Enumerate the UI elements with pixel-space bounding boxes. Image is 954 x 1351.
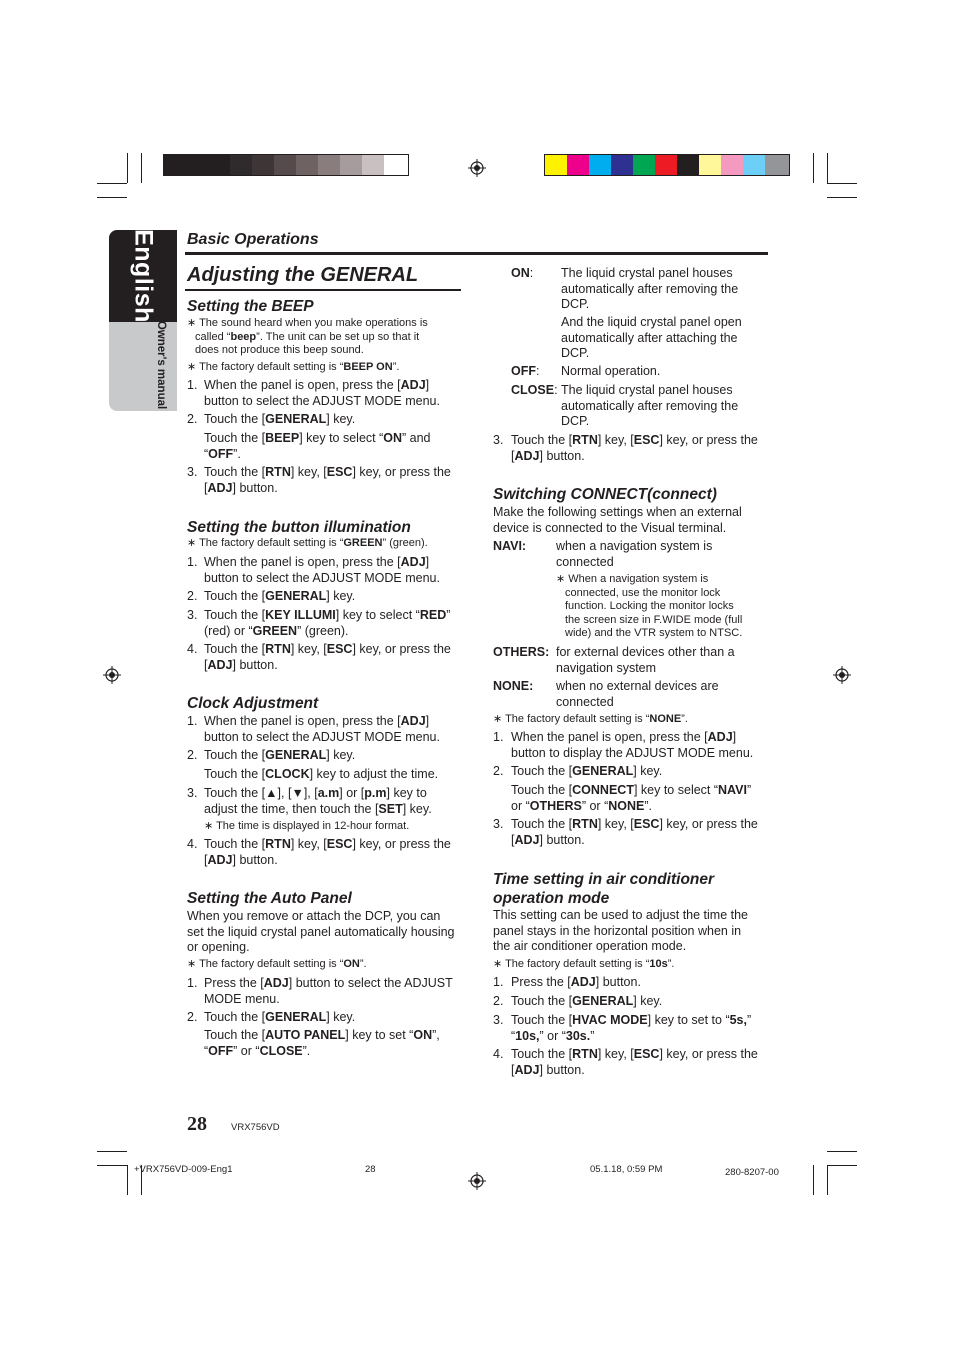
autopanel-note: ∗ The factory default setting is “ON”. [187, 958, 367, 970]
beep-note-2: ∗ The factory default setting is “BEEP ON”. [187, 361, 400, 373]
beep-heading: Setting the BEEP [187, 298, 314, 315]
aircon-step-3: Touch the [HVAC MODE] key to set to “5s,” “10s,” or “30s.” [511, 1013, 752, 1043]
page-title: Adjusting the GENERAL [187, 264, 419, 286]
gray-swatch [208, 155, 230, 175]
step-number: 1. [493, 975, 504, 989]
step-number: 3. [187, 608, 198, 622]
aircon-step-2: Touch the [GENERAL] key. [511, 994, 663, 1008]
step-number: 2. [493, 994, 504, 1008]
crop-mark [97, 197, 127, 198]
connect-others-desc: for external devices other than a navigation system [556, 645, 735, 675]
autopanel-step-2b: Touch the [AUTO PANEL] key to set “ON”, “OFF” or “CLOSE”. [204, 1028, 440, 1058]
gray-swatch [230, 155, 252, 175]
clock-step-1: When the panel is open, press the [ADJ] button to select the ADJUST MODE menu. [204, 714, 440, 744]
slug-page: 28 [365, 1164, 376, 1175]
connect-step-2b: Touch the [CONNECT] key to select “NAVI” or “OTHERS” or “NONE”. [511, 783, 752, 813]
connect-navi-note: ∗ When a navigation system is connected, use the monitor lock function. Locking the monitor locks the screen size in F.WIDE mode (full wide) and the VTR system to NTSC. [556, 573, 743, 639]
beep-step-2b: Touch the [BEEP] key to select “ON” and “OFF”. [204, 431, 431, 461]
step-number: 3. [493, 433, 504, 447]
step-number: 1. [187, 976, 198, 990]
option-on-desc: The liquid crystal panel houses automatically after removing the DCP. [561, 266, 739, 311]
crop-mark [127, 153, 128, 183]
aircon-step-1: Press the [ADJ] button. [511, 975, 641, 989]
option-label-off: OFF: [511, 364, 540, 378]
crop-mark [827, 1165, 828, 1195]
illumination-heading: Setting the button illumination [187, 519, 411, 536]
crop-mark [97, 183, 127, 184]
crop-mark [827, 1165, 857, 1166]
slug-file: +VRX756VD-009-Eng1 [134, 1164, 233, 1175]
option-label-close: CLOSE: [511, 383, 558, 397]
autopanel-heading: Setting the Auto Panel [187, 890, 352, 907]
autopanel-intro: When you remove or attach the DCP, you can set the liquid crystal panel automatically housing or opening. [187, 909, 455, 954]
autopanel-step-1: Press the [ADJ] button to select the ADJUST MODE menu. [204, 976, 453, 1006]
gray-swatch [164, 155, 186, 175]
crop-mark [827, 153, 828, 183]
step-number: 4. [493, 1047, 504, 1061]
step-number: 3. [187, 465, 198, 479]
step-number: 3. [187, 786, 198, 800]
gray-swatch [274, 155, 296, 175]
step-number: 1. [493, 730, 504, 744]
beep-step-3: Touch the [RTN] key, [ESC] key, or press the [ADJ] button. [204, 465, 451, 495]
illumination-step-2: Touch the [GENERAL] key. [204, 589, 356, 603]
step-number: 4. [187, 642, 198, 656]
beep-note-1: ∗ The sound heard when you make operations is called “beep”. The unit can be set up so that it does not produce this beep sound. [187, 317, 428, 356]
connect-step-3: Touch the [RTN] key, [ESC] key, or press the [ADJ] button. [511, 817, 758, 847]
header-rule [185, 252, 768, 255]
beep-step-1: When the panel is open, press the [ADJ] button to select the ADJUST MODE menu. [204, 378, 440, 408]
color-swatch [567, 155, 589, 175]
beep-step-2: Touch the [GENERAL] key. [204, 412, 356, 426]
crop-mark [827, 183, 857, 184]
registration-mark-icon [468, 1172, 486, 1190]
autopanel-step-3: Touch the [RTN] key, [ESC] key, or press the [ADJ] button. [511, 433, 758, 463]
title-rule [185, 289, 461, 291]
illumination-step-1: When the panel is open, press the [ADJ] button to select the ADJUST MODE menu. [204, 555, 440, 585]
connect-none-desc: when no external devices are connected [556, 679, 719, 709]
step-number: 2. [187, 748, 198, 762]
gray-swatch [318, 155, 340, 175]
color-swatch [545, 155, 567, 175]
connect-step-2: Touch the [GENERAL] key. [511, 764, 663, 778]
aircon-heading: Time setting in air conditioner operation mode [493, 871, 715, 907]
crop-mark [827, 197, 857, 198]
crop-mark [827, 1151, 857, 1152]
registration-mark-icon [833, 666, 851, 684]
step-number: 2. [493, 764, 504, 778]
crop-mark [813, 153, 814, 183]
crop-mark [141, 153, 142, 183]
option-label-on: ON: [511, 266, 534, 280]
connect-navi-desc: when a navigation system is connected [556, 539, 713, 569]
gray-swatch [362, 155, 384, 175]
color-swatch [721, 155, 743, 175]
autopanel-step-2: Touch the [GENERAL] key. [204, 1010, 356, 1024]
option-off-desc: Normal operation. [561, 364, 661, 378]
step-number: 1. [187, 378, 198, 392]
clock-heading: Clock Adjustment [187, 695, 319, 712]
side-tab-language: English [129, 229, 158, 323]
gray-swatch [296, 155, 318, 175]
clock-note: ∗ The time is displayed in 12-hour format. [204, 820, 410, 832]
connect-label-others: OTHERS: [493, 645, 550, 659]
step-number: 1. [187, 714, 198, 728]
connect-note: ∗ The factory default setting is “NONE”. [493, 713, 688, 725]
color-swatch [589, 155, 611, 175]
connect-label-none: NONE: [493, 679, 534, 693]
model-code: VRX756VD [231, 1122, 280, 1133]
crop-mark [813, 1165, 814, 1195]
color-swatch [633, 155, 655, 175]
color-swatch [611, 155, 633, 175]
connect-heading: Switching CONNECT(connect) [493, 486, 717, 503]
connect-step-1: When the panel is open, press the [ADJ] button to display the ADJUST MODE menu. [511, 730, 754, 760]
aircon-intro: This setting can be used to adjust the time the panel stays in the horizontal position when in the air conditioner operation mode. [493, 908, 749, 953]
crop-mark [127, 1165, 128, 1195]
crop-mark [97, 1165, 127, 1166]
registration-mark-icon [468, 159, 486, 177]
language-side-tab [109, 230, 177, 411]
clock-step-2: Touch the [GENERAL] key. [204, 748, 356, 762]
clock-step-3: Touch the [▲], [▼], [a.m] or [p.m] key to adjust the time, then touch the [SET] key. [204, 786, 432, 816]
step-number: 3. [493, 1013, 504, 1027]
aircon-step-4: Touch the [RTN] key, [ESC] key, or press the [ADJ] button. [511, 1047, 758, 1077]
step-number: 2. [187, 412, 198, 426]
option-close-desc: The liquid crystal panel houses automatically after removing the DCP. [561, 383, 739, 428]
color-swatch [655, 155, 677, 175]
slug-date: 05.1.18, 0:59 PM [590, 1164, 663, 1175]
gray-swatch [186, 155, 208, 175]
clock-step-4: Touch the [RTN] key, [ESC] key, or press the [ADJ] button. [204, 837, 451, 867]
connect-label-navi: NAVI: [493, 539, 527, 553]
section-header: Basic Operations [187, 231, 319, 248]
registration-mark-icon [103, 666, 121, 684]
illumination-note: ∗ The factory default setting is “GREEN” (green). [187, 537, 428, 549]
step-number: 4. [187, 837, 198, 851]
aircon-note: ∗ The factory default setting is “10s”. [493, 958, 675, 970]
crop-mark [97, 1151, 127, 1152]
gray-swatch [384, 155, 408, 175]
gray-swatch [252, 155, 274, 175]
option-on-desc-2: And the liquid crystal panel open automatically after attaching the DCP. [561, 315, 742, 360]
clock-step-2b: Touch the [CLOCK] key to adjust the time. [204, 767, 439, 781]
page-number: 28 [187, 1113, 207, 1135]
step-number: 2. [187, 1010, 198, 1024]
illumination-step-3: Touch the [KEY ILLUMI] key to select “RED” (red) or “GREEN” (green). [204, 608, 451, 638]
step-number: 3. [493, 817, 504, 831]
slug-code: 280-8207-00 [725, 1167, 779, 1178]
step-number: 2. [187, 589, 198, 603]
side-tab-subtitle: Owner's manual [155, 320, 167, 410]
step-number: 1. [187, 555, 198, 569]
illumination-step-4: Touch the [RTN] key, [ESC] key, or press the [ADJ] button. [204, 642, 451, 672]
gray-swatch [340, 155, 362, 175]
color-swatch [743, 155, 765, 175]
color-swatch [699, 155, 721, 175]
color-swatch [677, 155, 699, 175]
connect-intro: Make the following settings when an external device is connected to the Visual terminal. [493, 505, 742, 535]
color-swatch [765, 155, 789, 175]
